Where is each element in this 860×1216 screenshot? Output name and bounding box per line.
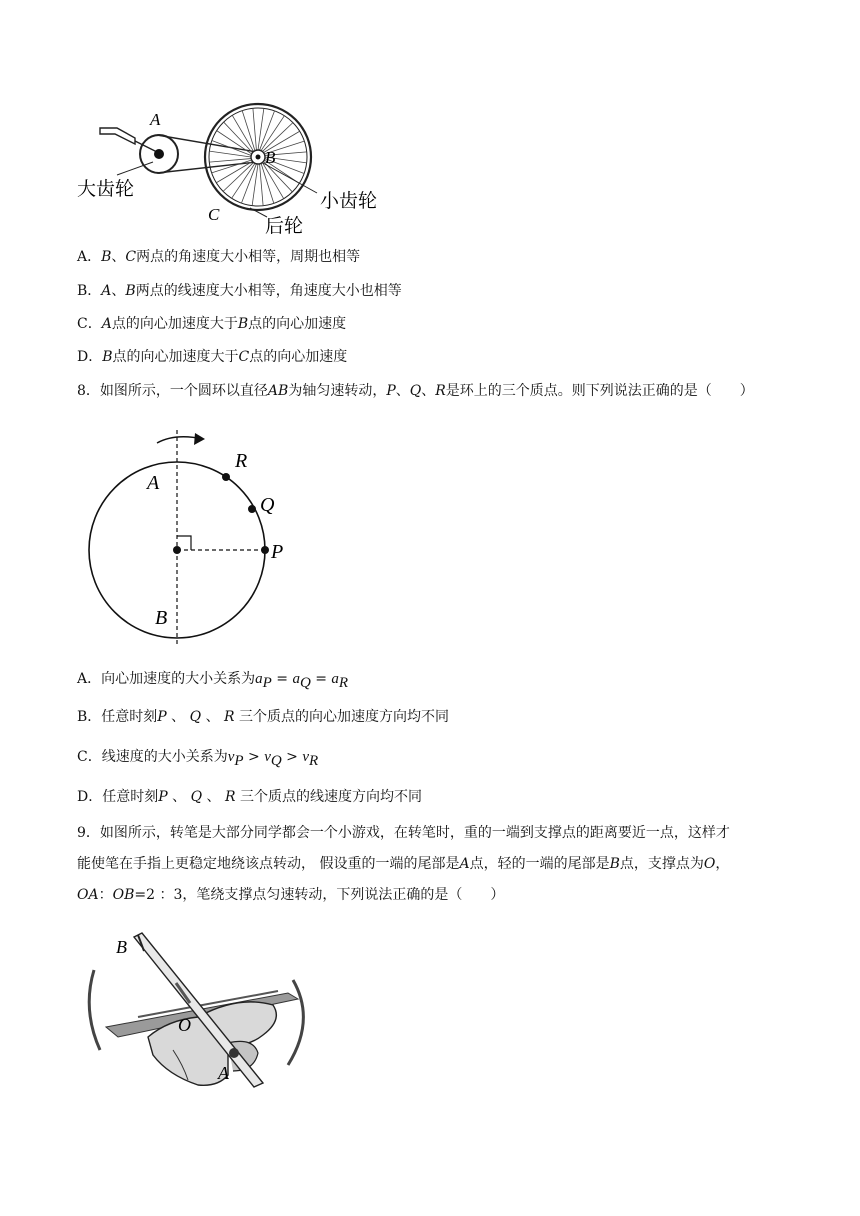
- q7-option-d[interactable]: D．B点的向心加速度大于C点的向心加速度: [77, 349, 348, 365]
- wheel-spoke: [209, 159, 251, 163]
- ring-label-a: A: [147, 472, 160, 494]
- q7-option-b[interactable]: B．A、B两点的线速度大小相等，角速度大小也相等: [77, 283, 402, 299]
- wheel-spoke: [260, 164, 264, 206]
- wheel-spoke: [261, 163, 274, 203]
- ring-label-b: B: [155, 607, 168, 629]
- ring-label-p: P: [271, 541, 284, 563]
- pen-label-a: A: [218, 1063, 229, 1083]
- formula-acceleration-equal: $a_P = a_Q = a_R$: [255, 671, 349, 691]
- label-b: B: [265, 148, 276, 167]
- q7-option-c[interactable]: C．A点的向心加速度大于B点的向心加速度: [77, 316, 347, 332]
- wheel-spoke: [242, 111, 255, 151]
- bicycle-gear-figure: [77, 100, 395, 237]
- wheel-spoke: [209, 151, 251, 157]
- formula-velocity-order: $v_P > v_Q > v_R$: [227, 749, 319, 769]
- rotating-ring-figure: [85, 425, 305, 655]
- ring-label-r: R: [235, 450, 248, 472]
- q8-stem: 8．如图所示，一个圆环以直径AB为轴匀速转动，P、Q、R是环上的三个质点。则下列说法正确的是（ ）: [77, 383, 754, 399]
- wheel-spoke: [232, 163, 255, 198]
- wheel-spoke: [253, 108, 257, 150]
- label-c: C: [208, 205, 220, 224]
- q8-option-d[interactable]: D．任意时刻P 、 Q 、 R 三个质点的线速度方向均不同: [77, 789, 422, 805]
- label-rear-wheel: 后轮: [265, 216, 304, 237]
- wheel-spoke: [262, 162, 283, 198]
- wheel-spoke: [260, 111, 275, 150]
- label-small-gear: 小齿轮: [320, 191, 378, 212]
- wheel-spoke: [224, 122, 253, 153]
- wheel-spoke: [223, 162, 254, 191]
- q7-option-a[interactable]: A．B、C两点的角速度大小相等，周期也相等: [77, 249, 361, 265]
- wheel-spoke: [258, 108, 264, 150]
- wheel-spoke: [252, 164, 258, 206]
- q8-option-b[interactable]: B．任意时刻P 、 Q 、 R 三个质点的向心加速度方向均不同: [77, 709, 450, 725]
- wheel-spoke: [232, 115, 253, 151]
- pen-label-b: B: [116, 937, 127, 957]
- q9-stem: 9．如图所示，转笔是大部分同学都会一个小游戏，在转笔时，重的一端到支撑点的距离要近一点，这样才 能使笔在手指上更稳定地绕该点转动， 假设重的一端的尾部是A点，轻的一端的尾部是B点，支撑点为O， OA：OB=2 ：3，笔绕支撑点匀速转动，下列说法正确的是（ ）: [77, 825, 730, 903]
- wheel-spoke: [241, 164, 256, 203]
- q8-option-c[interactable]: C．线速度的大小关系为$v_P > v_Q > v_R$: [77, 749, 319, 769]
- wheel-spoke: [217, 131, 252, 154]
- q8-option-a[interactable]: A．向心加速度的大小关系为$a_P = a_Q = a_R$: [77, 671, 349, 691]
- pen-label-o: O: [178, 1015, 191, 1035]
- label-a: A: [150, 110, 161, 129]
- label-big-gear: 大齿轮: [77, 179, 135, 200]
- pen-spinning-figure: [78, 925, 328, 1090]
- wheel-spoke: [212, 140, 251, 155]
- ring-label-q: Q: [260, 494, 275, 516]
- wheel-spoke: [261, 116, 284, 151]
